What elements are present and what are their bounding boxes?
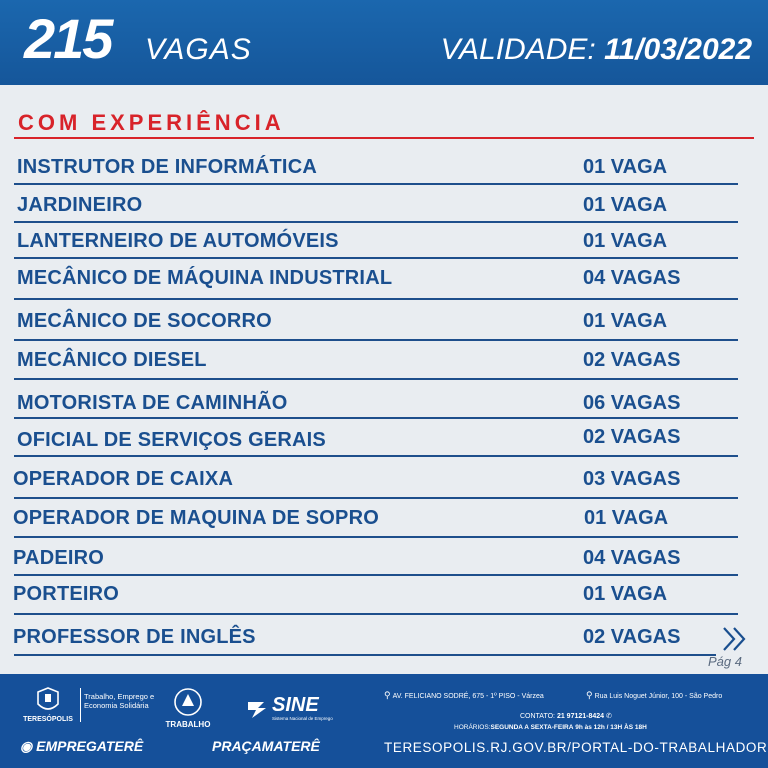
job-row bbox=[0, 193, 768, 225]
job-title: OPERADOR DE CAIXA bbox=[13, 468, 234, 490]
address-2-text: Rua Luis Noguet Júnior, 100 - São Pedro bbox=[594, 693, 723, 700]
contact-phone[interactable]: 21 97121-8424 bbox=[556, 713, 605, 720]
job-row bbox=[0, 428, 768, 460]
city-crest-icon bbox=[18, 686, 78, 716]
job-row bbox=[0, 625, 768, 657]
sine-logo bbox=[244, 694, 354, 724]
section-divider bbox=[14, 137, 754, 139]
sine-wordmark: SINE bbox=[272, 694, 319, 716]
trabalho-label: TRABALHO bbox=[165, 720, 211, 729]
validity bbox=[441, 32, 752, 68]
seal-icon bbox=[160, 686, 216, 720]
job-quantity: 03 VAGAS bbox=[583, 468, 681, 490]
job-quantity: 02 VAGAS bbox=[583, 626, 681, 648]
address-1 bbox=[384, 690, 544, 701]
people-icon: ◉ bbox=[20, 738, 33, 754]
sine-mark-icon bbox=[244, 696, 270, 722]
trabalho-logo bbox=[160, 686, 216, 730]
vagas-label: VAGAS bbox=[145, 33, 252, 66]
footer bbox=[0, 674, 768, 768]
row-divider bbox=[14, 183, 738, 185]
row-divider bbox=[14, 339, 738, 341]
validity-label: VALIDADE: bbox=[440, 33, 596, 66]
job-title: LANTERNEIRO DE AUTOMÓVEIS bbox=[17, 230, 339, 252]
whatsapp-icon: ✆ bbox=[606, 713, 612, 720]
row-divider bbox=[14, 221, 738, 223]
row-divider bbox=[14, 298, 738, 300]
job-quantity: 01 VAGA bbox=[584, 507, 669, 529]
job-title: MECÂNICO DE MÁQUINA INDUSTRIAL bbox=[17, 267, 393, 289]
row-divider bbox=[14, 378, 738, 380]
job-title: MECÂNICO DE SOCORRO bbox=[17, 310, 272, 332]
double-chevron-right-icon[interactable] bbox=[720, 624, 752, 654]
row-divider bbox=[14, 574, 738, 576]
row-divider bbox=[14, 417, 738, 419]
contact-label: CONTATO: bbox=[520, 713, 555, 720]
hours-label: HORÁRIOS: bbox=[454, 724, 491, 731]
address-1-text: AV. FELICIANO SODRÉ, 675 - 1º PISO - Várzea bbox=[392, 693, 544, 700]
header-banner bbox=[0, 0, 768, 85]
job-row bbox=[0, 467, 768, 499]
row-divider bbox=[14, 613, 738, 615]
job-title: JARDINEIRO bbox=[17, 194, 143, 216]
job-quantity: 01 VAGA bbox=[583, 230, 668, 252]
job-quantity: 01 VAGA bbox=[583, 310, 668, 332]
page-number: Pág 4 bbox=[708, 654, 742, 669]
job-row bbox=[0, 309, 768, 341]
job-title: OPERADOR DE MAQUINA DE SOPRO bbox=[13, 507, 380, 529]
sine-subtitle: Sistema Nacional de Emprego bbox=[272, 716, 333, 721]
job-row bbox=[0, 348, 768, 380]
empregatere-label: EMPREGATERÊ bbox=[36, 738, 144, 754]
job-row bbox=[0, 155, 768, 187]
row-divider bbox=[14, 654, 716, 656]
job-row bbox=[0, 266, 768, 298]
secretaria-text: Trabalho, Emprego e Economia Solidária bbox=[84, 692, 155, 710]
job-title: INSTRUTOR DE INFORMÁTICA bbox=[17, 156, 317, 178]
job-title: PADEIRO bbox=[13, 547, 105, 569]
job-title: MECÂNICO DIESEL bbox=[17, 349, 207, 371]
job-quantity: 02 VAGAS bbox=[583, 426, 681, 448]
job-title: OFICIAL DE SERVIÇOS GERAIS bbox=[17, 429, 326, 451]
job-quantity: 04 VAGAS bbox=[583, 267, 681, 289]
prefeitura-logo bbox=[18, 686, 78, 730]
address-2 bbox=[586, 690, 722, 701]
job-row bbox=[0, 582, 768, 614]
row-divider bbox=[14, 497, 738, 499]
row-divider bbox=[14, 257, 738, 259]
empregatere-logo bbox=[20, 738, 143, 755]
job-row bbox=[0, 391, 768, 423]
job-quantity: 06 VAGAS bbox=[583, 392, 681, 414]
job-quantity: 02 VAGAS bbox=[583, 349, 681, 371]
job-row bbox=[0, 546, 768, 578]
contact bbox=[520, 712, 612, 720]
section-title: COM EXPERIÊNCIA bbox=[18, 110, 285, 135]
prefeitura-label: TERESÓPOLIS bbox=[23, 716, 73, 723]
validity-date: 11/03/2022 bbox=[604, 33, 752, 66]
job-quantity: 01 VAGA bbox=[583, 583, 668, 605]
job-title: PORTEIRO bbox=[13, 583, 120, 605]
job-row bbox=[0, 229, 768, 261]
logo-divider bbox=[80, 688, 81, 722]
pracamatere-logo: PRAÇAMATERÊ bbox=[212, 738, 320, 754]
job-title: PROFESSOR DE INGLÊS bbox=[13, 626, 256, 648]
hours-time: 9h às 12h / 13H ÀS 18H bbox=[575, 724, 647, 731]
job-row bbox=[0, 506, 768, 538]
job-quantity: 01 VAGA bbox=[583, 194, 668, 216]
vacancy-count: 215 bbox=[24, 7, 112, 70]
row-divider bbox=[14, 455, 738, 457]
job-quantity: 04 VAGAS bbox=[583, 547, 681, 569]
hours-days: SEGUNDA A SEXTA-FEIRA bbox=[490, 724, 574, 731]
website-link[interactable]: TERESOPOLIS.RJ.GOV.BR/PORTAL-DO-TRABALHADOR bbox=[384, 740, 768, 755]
job-quantity: 01 VAGA bbox=[583, 156, 668, 178]
location-pin-icon: ⚲ bbox=[384, 690, 391, 700]
opening-hours bbox=[454, 724, 647, 731]
job-title: MOTORISTA DE CAMINHÃO bbox=[17, 392, 288, 414]
location-pin-icon: ⚲ bbox=[586, 690, 593, 700]
row-divider bbox=[14, 536, 738, 538]
